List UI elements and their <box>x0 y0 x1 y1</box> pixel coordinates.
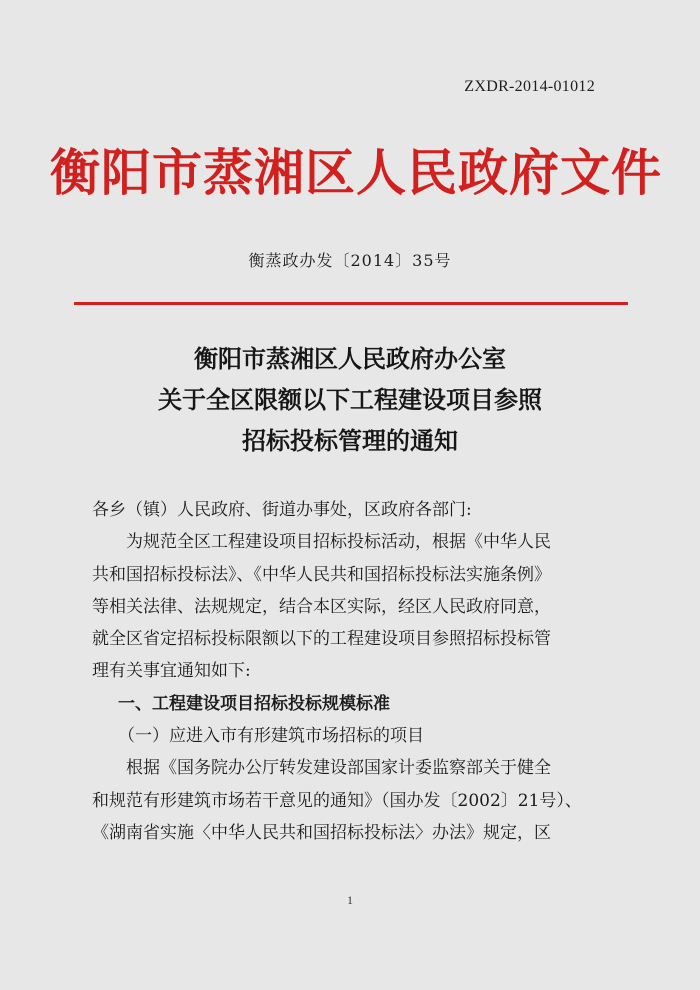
paragraph-line: 和规范有形建筑市场若干意见的通知》（国办发〔2002〕21号）、 <box>92 790 582 811</box>
subsection-heading: （一）应进入市有形建筑市场招标的项目 <box>118 726 424 747</box>
notice-title-line: 衡阳市蒸湘区人民政府办公室 <box>194 344 506 373</box>
paragraph-line: 根据《国务院办公厅转发建设部国家计委监察部关于健全 <box>126 758 551 779</box>
paragraph-line: 为规范全区工程建设项目招标投标活动，根据《中华人民 <box>126 532 551 553</box>
notice-body <box>92 494 612 849</box>
page-number: 1 <box>347 893 353 907</box>
notice-title <box>0 338 700 461</box>
issuing-authority-banner: 衡阳市蒸湘区人民政府文件 <box>50 143 662 202</box>
paragraph-line: 等相关法律、法规规定，结合本区实际，经区人民政府同意， <box>92 596 551 617</box>
notice-title-line: 招标投标管理的通知 <box>242 426 458 455</box>
section-heading: 一、工程建设项目招标投标规模标准 <box>118 693 390 714</box>
red-separator-line <box>74 302 628 305</box>
paragraph-line: 共和国招标投标法》、《中华人民共和国招标投标法实施条例》 <box>92 564 551 585</box>
paragraph-line: 《湖南省实施〈中华人民共和国招标投标法〉办法》规定，区 <box>92 822 551 843</box>
paragraph-line: 理有关事宜通知如下: <box>92 661 251 682</box>
file-number: 衡蒸政办发〔2014〕35号 <box>248 251 452 270</box>
document-code: ZXDR-2014-01012 <box>464 78 595 95</box>
notice-title-line: 关于全区限额以下工程建设项目参照 <box>158 385 542 414</box>
paragraph-line: 就全区省定招标投标限额以下的工程建设项目参照招标投标管 <box>92 629 551 650</box>
salutation: 各乡（镇）人民政府、街道办事处，区政府各部门: <box>92 500 472 520</box>
